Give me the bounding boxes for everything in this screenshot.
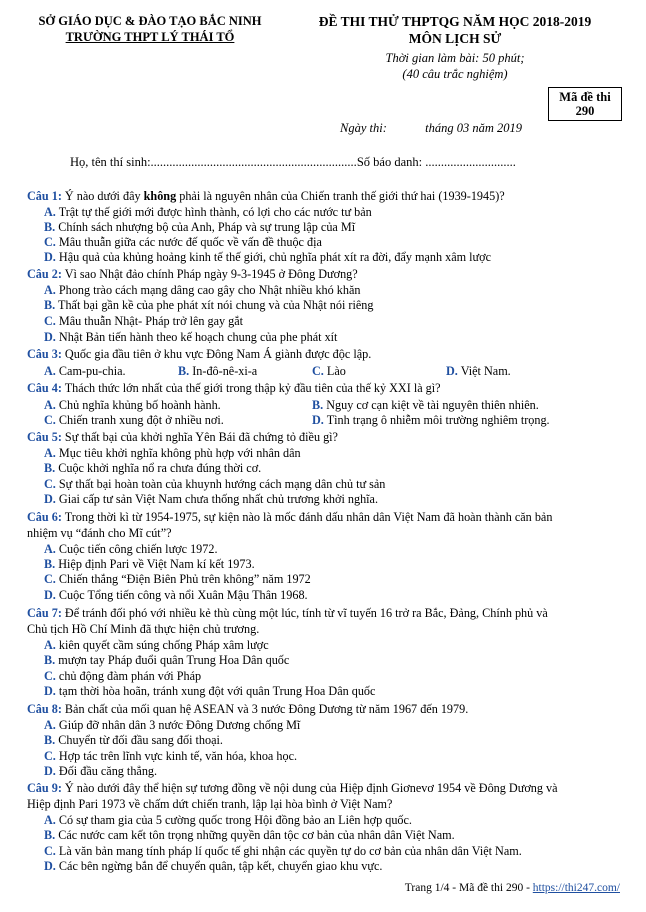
option-text: Có sự tham gia của 5 cường quốc trong Hội đồng bảo an Liên hợp quốc. xyxy=(58,813,412,827)
option-letter: C. xyxy=(44,669,56,683)
option-letter: C. xyxy=(44,572,56,586)
stem-text: Trong thời kì từ 1954-1975, sự kiện nào là mốc đánh dấu nhân dân Việt Nam đã hoàn thành căn bản xyxy=(61,510,553,524)
option-5a[interactable] xyxy=(44,446,301,461)
option-2d[interactable] xyxy=(44,330,337,345)
option-text: Giai cấp tư sản Việt Nam chưa thống nhất chủ trương khởi nghĩa. xyxy=(58,492,379,506)
candidate-number-field[interactable]: Số báo danh: ............................. xyxy=(356,155,516,169)
option-6a[interactable] xyxy=(44,542,218,557)
option-text: Nguy cơ cạn kiệt về tài nguyên thiên nhiên. xyxy=(326,398,539,412)
option-letter: A. xyxy=(44,718,56,732)
option-letter: B. xyxy=(44,298,56,312)
option-1c[interactable] xyxy=(44,235,322,250)
option-text: In-đô-nê-xi-a xyxy=(192,364,258,378)
option-6d[interactable] xyxy=(44,588,308,603)
option-letter: C. xyxy=(44,749,56,763)
option-8b[interactable] xyxy=(44,733,223,748)
option-5b[interactable] xyxy=(44,461,261,476)
option-text: Chủ nghĩa khủng bố hoành hành. xyxy=(58,398,221,412)
option-text: Cam-pu-chia. xyxy=(58,364,126,378)
option-5d[interactable] xyxy=(44,492,378,507)
option-text: Hậu quả của khủng hoảng kinh tế thế giới, chủ nghĩa phát xít ra đời, đẩy mạnh xâm lược xyxy=(58,250,491,264)
option-2c[interactable] xyxy=(44,314,243,329)
option-letter: B. xyxy=(44,653,56,667)
option-text: Mục tiêu khởi nghĩa không phù hợp với nhân dân xyxy=(58,446,301,460)
option-text: mượn tay Pháp đuổi quân Trung Hoa Dân quốc xyxy=(58,653,290,667)
option-letter: A. xyxy=(44,542,56,556)
option-letter: D. xyxy=(446,364,458,378)
exam-code-label: Mã đề thi xyxy=(559,90,611,104)
option-letter: D. xyxy=(44,492,56,506)
option-1b[interactable] xyxy=(44,220,355,235)
question-number: Câu 7: xyxy=(27,606,62,620)
option-letter: D. xyxy=(312,413,324,427)
option-letter: D. xyxy=(44,250,56,264)
option-letter: A. xyxy=(44,205,56,219)
date-value: tháng 03 năm 2019 xyxy=(425,121,522,135)
option-text: Là văn bản mang tính pháp lí quốc tế ghi nhận các quyền tự do cơ bản của nhân dân Việt Nam. xyxy=(58,844,522,858)
option-text: Việt Nam. xyxy=(460,364,511,378)
question-1-stem xyxy=(27,189,622,204)
stem-text: Hiệp định Pari 1973 về chấm dứt chiến tranh, lập lại hòa bình ở Việt Nam? xyxy=(27,797,393,811)
option-letter: D. xyxy=(44,764,56,778)
page-footer xyxy=(405,882,620,894)
option-letter: B. xyxy=(44,557,56,571)
option-7d[interactable] xyxy=(44,684,375,699)
option-text: Hiệp định Pari về Việt Nam kí kết 1973. xyxy=(58,557,255,571)
option-text: Lào xyxy=(326,364,346,378)
option-4d[interactable] xyxy=(312,413,550,428)
option-letter: C. xyxy=(312,364,324,378)
option-letter: D. xyxy=(44,684,56,698)
option-text: Phong trào cách mạng dâng cao gây cho Nhật nhiều khó khăn xyxy=(58,283,361,297)
option-9c[interactable] xyxy=(44,844,522,859)
question-4-stem xyxy=(27,381,622,396)
option-letter: C. xyxy=(44,235,56,249)
stem-text: Chủ tịch Hồ Chí Minh đã thực hiện chủ trương. xyxy=(27,622,260,636)
question-6-stem-cont xyxy=(27,526,622,541)
option-letter: B. xyxy=(44,828,56,842)
option-letter: A. xyxy=(44,398,56,412)
option-2b[interactable] xyxy=(44,298,373,313)
question-9-stem-cont xyxy=(27,797,622,812)
option-2a[interactable] xyxy=(44,283,360,298)
option-letter: D. xyxy=(44,330,56,344)
option-letter: A. xyxy=(44,364,56,378)
footer-link[interactable]: https://thi247.com/ xyxy=(532,882,620,894)
question-2-stem xyxy=(27,267,622,282)
option-text: Mâu thuẫn Nhật- Pháp trở lên gay gắt xyxy=(58,314,244,328)
option-text: Các nước cam kết tôn trọng những quyền dân tộc cơ bản của nhân dân Việt Nam. xyxy=(58,828,455,842)
question-3-stem xyxy=(27,347,622,362)
option-9d[interactable] xyxy=(44,859,382,874)
option-3a[interactable] xyxy=(44,364,126,379)
stem-text: Thách thức lớn nhất của thế giới trong thập kỷ đầu tiên của thế kỷ XXI là gì? xyxy=(61,381,441,395)
question-9-stem xyxy=(27,781,622,796)
question-number: Câu 2: xyxy=(27,267,62,281)
option-letter: A. xyxy=(44,446,56,460)
question-number: Câu 1: xyxy=(27,189,62,203)
time-limit: Thời gian làm bài: 50 phút; xyxy=(385,51,525,65)
option-letter: D. xyxy=(44,859,56,873)
option-text: Cuộc tiến công chiến lược 1972. xyxy=(58,542,218,556)
option-4c[interactable] xyxy=(44,413,224,428)
option-text: Thất bại gần kề của phe phát xít nói chung và của Nhật nói riêng xyxy=(58,298,374,312)
stem-text: Ý nào dưới đây xyxy=(61,189,144,203)
option-letter: A. xyxy=(44,638,56,652)
option-text: Chiến thắng “Điện Biên Phủ trên không” năm 1972 xyxy=(58,572,311,586)
option-text: Giúp đỡ nhân dân 3 nước Đông Dương chống Mĩ xyxy=(58,718,301,732)
option-letter: B. xyxy=(44,733,56,747)
stem-text: Sự thất bại của khởi nghĩa Yên Bái đã chứng tỏ điều gì? xyxy=(61,430,338,444)
option-8c[interactable] xyxy=(44,749,297,764)
option-text: tạm thời hòa hoãn, tránh xung đột với quân Trung Hoa Dân quốc xyxy=(58,684,376,698)
option-letter: A. xyxy=(44,813,56,827)
option-1a[interactable] xyxy=(44,205,372,220)
option-text: kiên quyết cầm súng chống Pháp xâm lược xyxy=(58,638,269,652)
option-text: Đối đầu căng thẳng. xyxy=(58,764,158,778)
option-7b[interactable] xyxy=(44,653,289,668)
stem-text: Để tránh đối phó với nhiều kẻ thù cùng một lúc, tính từ vĩ tuyến 16 trở ra Bắc, Đảng, Chính phủ và xyxy=(61,606,548,620)
option-3d[interactable] xyxy=(446,364,511,379)
option-8a[interactable] xyxy=(44,718,300,733)
question-number: Câu 4: xyxy=(27,381,62,395)
option-text: chủ động đàm phán với Pháp xyxy=(58,669,202,683)
stem-text: Ý nào dưới đây thể hiện sự tương đồng về nội dung của Hiệp định Giơnevơ 1954 về Đông Dương và xyxy=(61,781,558,795)
option-letter: B. xyxy=(312,398,324,412)
option-text: Trật tự thế giới mới được hình thành, có lợi cho các nước tư bản xyxy=(58,205,372,219)
footer-text: Trang 1/4 - Mã đề thi 290 - xyxy=(404,882,533,894)
option-letter: C. xyxy=(44,314,56,328)
stem-text: phải là nguyên nhân của Chiến tranh thế giới thứ hai (1939-1945)? xyxy=(176,189,505,203)
option-text: Cuộc khởi nghĩa nổ ra chưa đúng thời cơ. xyxy=(58,461,262,475)
option-1d[interactable] xyxy=(44,250,491,265)
option-letter: B. xyxy=(178,364,190,378)
option-text: Mâu thuẫn giữa các nước đế quốc về vấn đề thuộc địa xyxy=(58,235,322,249)
exam-title: ĐỀ THI THỬ THPTQG NĂM HỌC 2018-2019 xyxy=(318,14,592,29)
option-letter: C. xyxy=(44,477,56,491)
option-text: Chiến tranh xung đột ở nhiều nơi. xyxy=(58,413,224,427)
option-letter: C. xyxy=(44,413,56,427)
question-5-stem xyxy=(27,430,622,445)
option-text: Chính sách nhượng bộ của Anh, Pháp và sự trung lập của Mĩ xyxy=(58,220,356,234)
question-6-stem xyxy=(27,510,622,525)
stem-text: Quốc gia đầu tiên ở khu vực Đông Nam Á giành được độc lập. xyxy=(61,347,372,361)
option-3b[interactable] xyxy=(178,364,257,379)
exam-code-value: 290 xyxy=(575,104,595,118)
option-text: Chuyển từ đối đầu sang đối thoại. xyxy=(58,733,223,747)
option-6b[interactable] xyxy=(44,557,255,572)
school-name: TRƯỜNG THPT LÝ THÁI TỔ xyxy=(65,30,235,44)
stem-text: nhiệm vụ “đánh cho Mĩ cút”? xyxy=(27,526,172,540)
option-4b[interactable] xyxy=(312,398,539,413)
option-4a[interactable] xyxy=(44,398,221,413)
option-5c[interactable] xyxy=(44,477,385,492)
option-text: Sự thất bại hoàn toàn của khuynh hướng cách mạng dân chủ tư sản xyxy=(58,477,386,491)
option-letter: D. xyxy=(44,588,56,602)
question-count: (40 câu trắc nghiệm) xyxy=(402,67,508,81)
option-text: Cuộc Tổng tiến công và nổi Xuân Mậu Thân 1968. xyxy=(58,588,308,602)
option-9b[interactable] xyxy=(44,828,455,843)
option-9a[interactable] xyxy=(44,813,412,828)
question-number: Câu 8: xyxy=(27,702,62,716)
option-text: Tình trạng ô nhiễm môi trường nghiêm trọng. xyxy=(326,413,550,427)
option-letter: B. xyxy=(44,461,56,475)
question-number: Câu 5: xyxy=(27,430,62,444)
option-letter: A. xyxy=(44,283,56,297)
candidate-name-field[interactable]: Họ, tên thí sinh:.................................................................. xyxy=(70,155,357,169)
option-letter: C. xyxy=(44,844,56,858)
option-8d[interactable] xyxy=(44,764,157,779)
question-number: Câu 9: xyxy=(27,781,62,795)
question-7-stem-cont xyxy=(27,622,622,637)
option-7a[interactable] xyxy=(44,638,269,653)
department-name: SỞ GIÁO DỤC & ĐÀO TẠO BẮC NINH xyxy=(38,14,262,28)
question-8-stem xyxy=(27,702,622,717)
question-number: Câu 6: xyxy=(27,510,62,524)
stem-emphasis: không xyxy=(143,189,177,203)
stem-text: Bản chất của mối quan hệ ASEAN và 3 nước Đông Dương từ năm 1967 đến 1979. xyxy=(61,702,469,716)
option-text: Nhật Bản tiến hành theo kế hoạch chung của phe phát xít xyxy=(58,330,338,344)
stem-text: Vì sao Nhật đảo chính Pháp ngày 9-3-1945 ở Đông Dương? xyxy=(61,267,358,281)
question-number: Câu 3: xyxy=(27,347,62,361)
question-7-stem xyxy=(27,606,622,621)
option-text: Hợp tác trên lĩnh vực kinh tế, văn hóa, khoa học. xyxy=(58,749,298,763)
option-6c[interactable] xyxy=(44,572,311,587)
date-label: Ngày thi: xyxy=(340,121,387,135)
option-3c[interactable] xyxy=(312,364,346,379)
option-7c[interactable] xyxy=(44,669,201,684)
option-letter: B. xyxy=(44,220,56,234)
subject-title: MÔN LỊCH SỬ xyxy=(408,31,502,46)
option-text: Các bên ngừng bắn để chuyển quân, tập kết, chuyển giao khu vực. xyxy=(58,859,383,873)
